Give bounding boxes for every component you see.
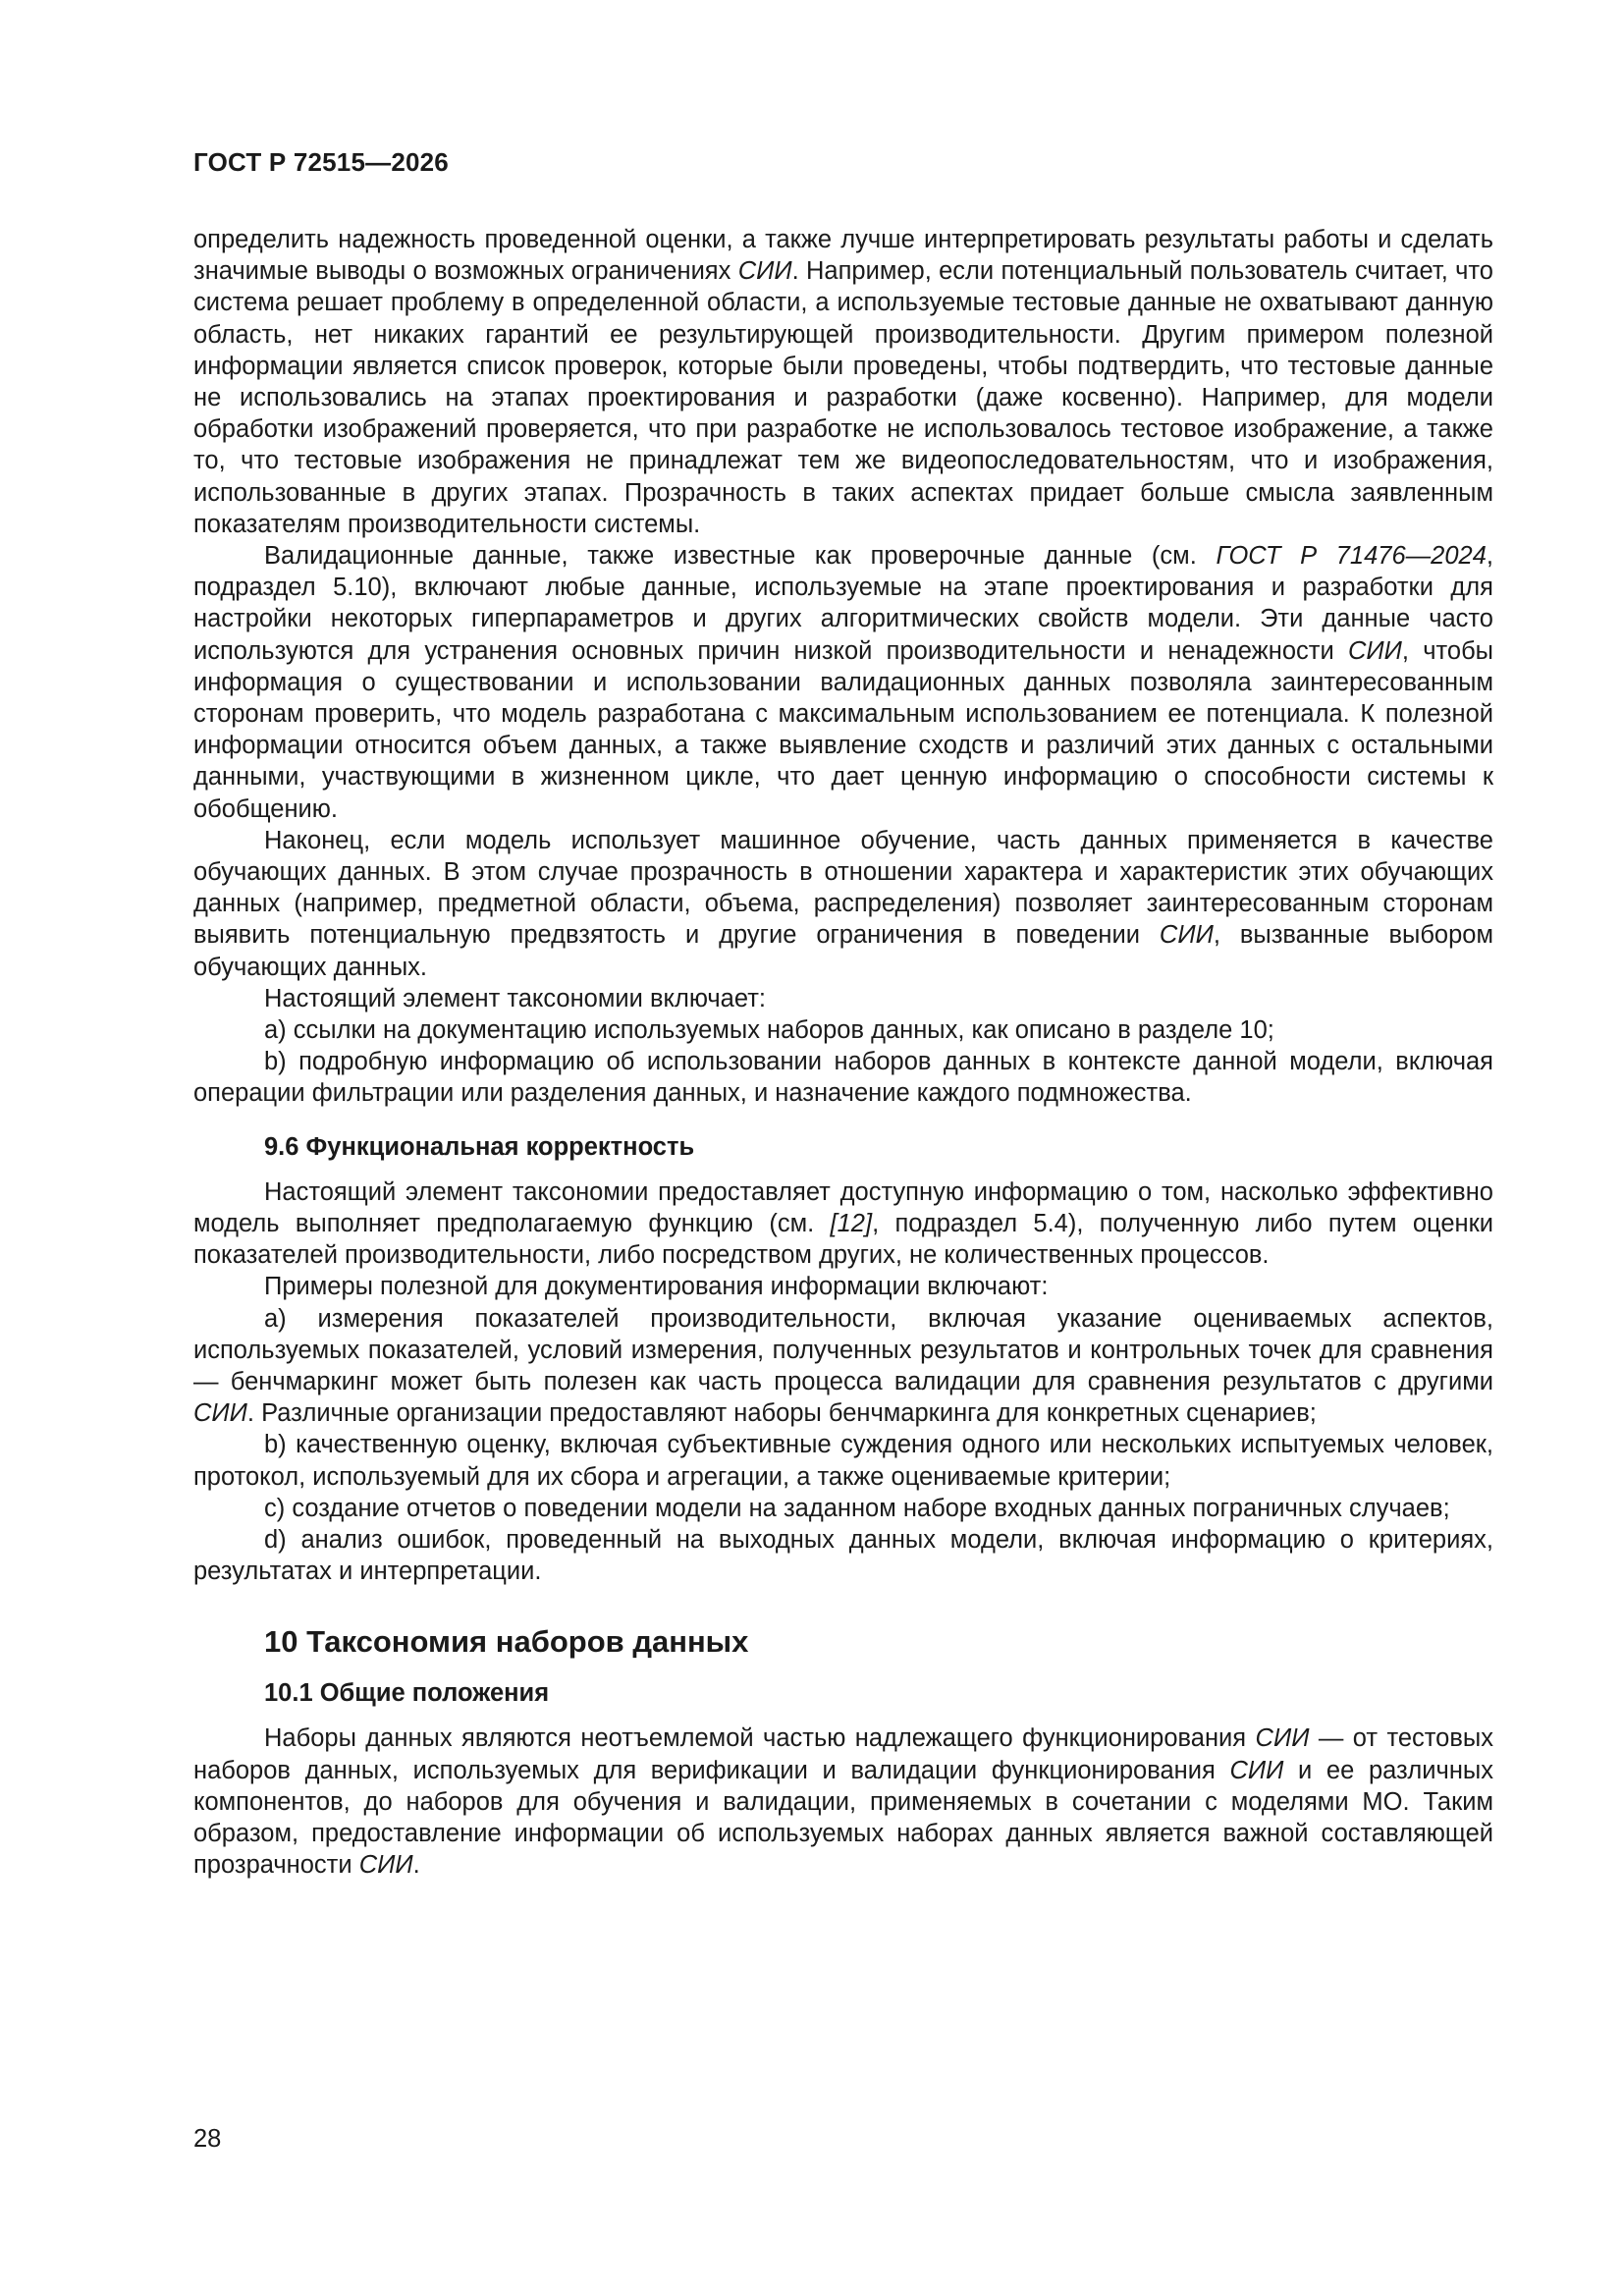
paragraph-functional-correctness bbox=[193, 1176, 1493, 1272]
document-id-header: ГОСТ Р 72515—2026 bbox=[193, 147, 449, 177]
italic-reference: [12] bbox=[830, 1209, 873, 1237]
italic-term: СИИ bbox=[1159, 921, 1214, 950]
italic-term: СИИ bbox=[1347, 636, 1402, 665]
paragraph-examples-intro: Примеры полезной для документирования информации включают: bbox=[264, 1273, 1049, 1301]
paragraph-continuation bbox=[193, 224, 1493, 540]
text-run: , подраздел 5.4), полученную либо путем оценки показателей производительности, либо посредством других, не количественных процессов. bbox=[193, 1209, 1493, 1270]
text-run: Наборы данных являются неотъемлемой частью надлежащего функционирования bbox=[264, 1724, 1256, 1753]
text-run: . Различные организации предоставляют наборы бенчмаркинга для конкретных сценариев; bbox=[246, 1399, 1317, 1428]
section-heading-10-1: 10.1 Общие положения bbox=[264, 1679, 550, 1708]
list-item-b: b) качественную оценку, включая субъективные суждения одного или нескольких испытуемых человек, протокол, используемый для их сбора и агрегации, а также оцениваемые критерии; bbox=[193, 1431, 1493, 1491]
text-run: , чтобы информация о существовании и использовании валидационных данных позволяла заинтересованным сторонам проверить, что модель разработана с максимальным использованием ее потенциала. К полезной информации относится объем данных, а также выявление сходств и различий этих данных с остальными данными, участвующими в жизненном цикле, что дает ценную информацию о способности системы к обобщению. bbox=[193, 636, 1493, 823]
text-run: Валидационные данные, также известные как проверочные данные (см. bbox=[264, 542, 1217, 571]
italic-term: СИИ bbox=[1229, 1756, 1284, 1784]
document-body bbox=[193, 224, 1493, 1881]
paragraph-datasets-general bbox=[193, 1722, 1493, 1881]
italic-term: СИИ bbox=[193, 1399, 247, 1428]
section-heading-9-6: 9.6 Функциональная корректность bbox=[264, 1132, 695, 1161]
text-run: Наконец, если модель использует машинное обучение, часть данных применяется в качестве обучающих данных. В этом случае прозрачность в отношении характера и характеристик этих обучающих данных (например, предметной области, объема, распределения) позволяет заинтересованным сторонам выявить потенциальную предвзятость и другие ограничения в поведении bbox=[193, 826, 1493, 950]
list-item-a bbox=[193, 1303, 1493, 1430]
text-run: определить надежность проведенной оценки, а также лучше интерпретировать результаты работы и сделать значимые выводы о возможных ограничениях bbox=[193, 226, 1493, 286]
text-run: , вызванные выбором обучающих данных. bbox=[193, 921, 1493, 981]
paragraph-validation-data bbox=[193, 540, 1493, 825]
section-heading-10: 10 Таксономия наборов данных bbox=[264, 1624, 749, 1660]
italic-term: СИИ bbox=[358, 1851, 413, 1880]
text-run: — от тестовых наборов данных, используемых для верификации и валидации функционирования bbox=[193, 1724, 1493, 1784]
italic-term: СИИ bbox=[1255, 1724, 1310, 1753]
list-item-b: b) подробную информацию об использовании наборов данных в контексте данной модели, включая операции фильтрации или разделения данных, и назначение каждого подмножества. bbox=[193, 1048, 1493, 1108]
italic-reference: ГОСТ Р 71476—2024 bbox=[1216, 542, 1487, 571]
text-run: Настоящий элемент таксономии предоставляет доступную информацию о том, насколько эффективно модель выполняет предполагаемую функцию (см. bbox=[193, 1177, 1493, 1237]
text-run: . bbox=[412, 1851, 420, 1880]
paragraph-training-data bbox=[193, 825, 1493, 983]
text-run: . Например, если потенциальный пользователь считает, что система решает проблему в определенной области, а используемые тестовые данные не охватывают данную область, нет никаких гарантий ее результирующей производительности. Другим примером полезной информации является список проверок, которые были проведены, чтобы подтвердить, что тестовые данные не использовались на этапах проектирования и разработки (даже косвенно). Например, для модели обработки изображений проверяется, что при разработке не использовалось тестовое изображение, а также то, что тестовые изображения не принадлежат тем же видеопоследовательностям, что и изображения, использованные в других этапах. Прозрачность в таких аспектах придает больше смысла заявленным показателям производительности системы. bbox=[193, 257, 1493, 538]
text-run: и ее различных компонентов, до наборов для обучения и валидации, применяемых в сочетании с моделями МО. Таким образом, предоставление информации об используемых наборах данных является важной составляющей прозрачности bbox=[193, 1756, 1493, 1880]
list-item-d: d) анализ ошибок, проведенный на выходных данных модели, включая информацию о критериях, результатах и интерпретации. bbox=[193, 1525, 1493, 1586]
text-run: а) измерения показателей производительности, включая указание оцениваемых аспектов, используемых показателей, условий измерения, полученных результатов и контрольных точек для сравнения — бенчмаркинг может быть полезен как часть процесса валидации для сравнения результатов с другими bbox=[193, 1304, 1493, 1395]
italic-term: СИИ bbox=[737, 257, 792, 286]
list-item-c: c) создание отчетов о поведении модели на заданном наборе входных данных пограничных случаев; bbox=[264, 1494, 1450, 1522]
paragraph-taxonomy-includes: Настоящий элемент таксономии включает: bbox=[264, 984, 766, 1012]
list-item-a: a) ссылки на документацию используемых наборов данных, как описано в разделе 10; bbox=[264, 1016, 1274, 1045]
document-page bbox=[193, 0, 1493, 2296]
page-number: 28 bbox=[193, 2125, 222, 2153]
text-run: , подраздел 5.10), включают любые данные, используемые на этапе проектирования и разработки для настройки некоторых гиперпараметров и других алгоритмических свойств модели. Эти данные часто используются для устранения основных причин низкой производительности и ненадежности bbox=[193, 542, 1493, 665]
